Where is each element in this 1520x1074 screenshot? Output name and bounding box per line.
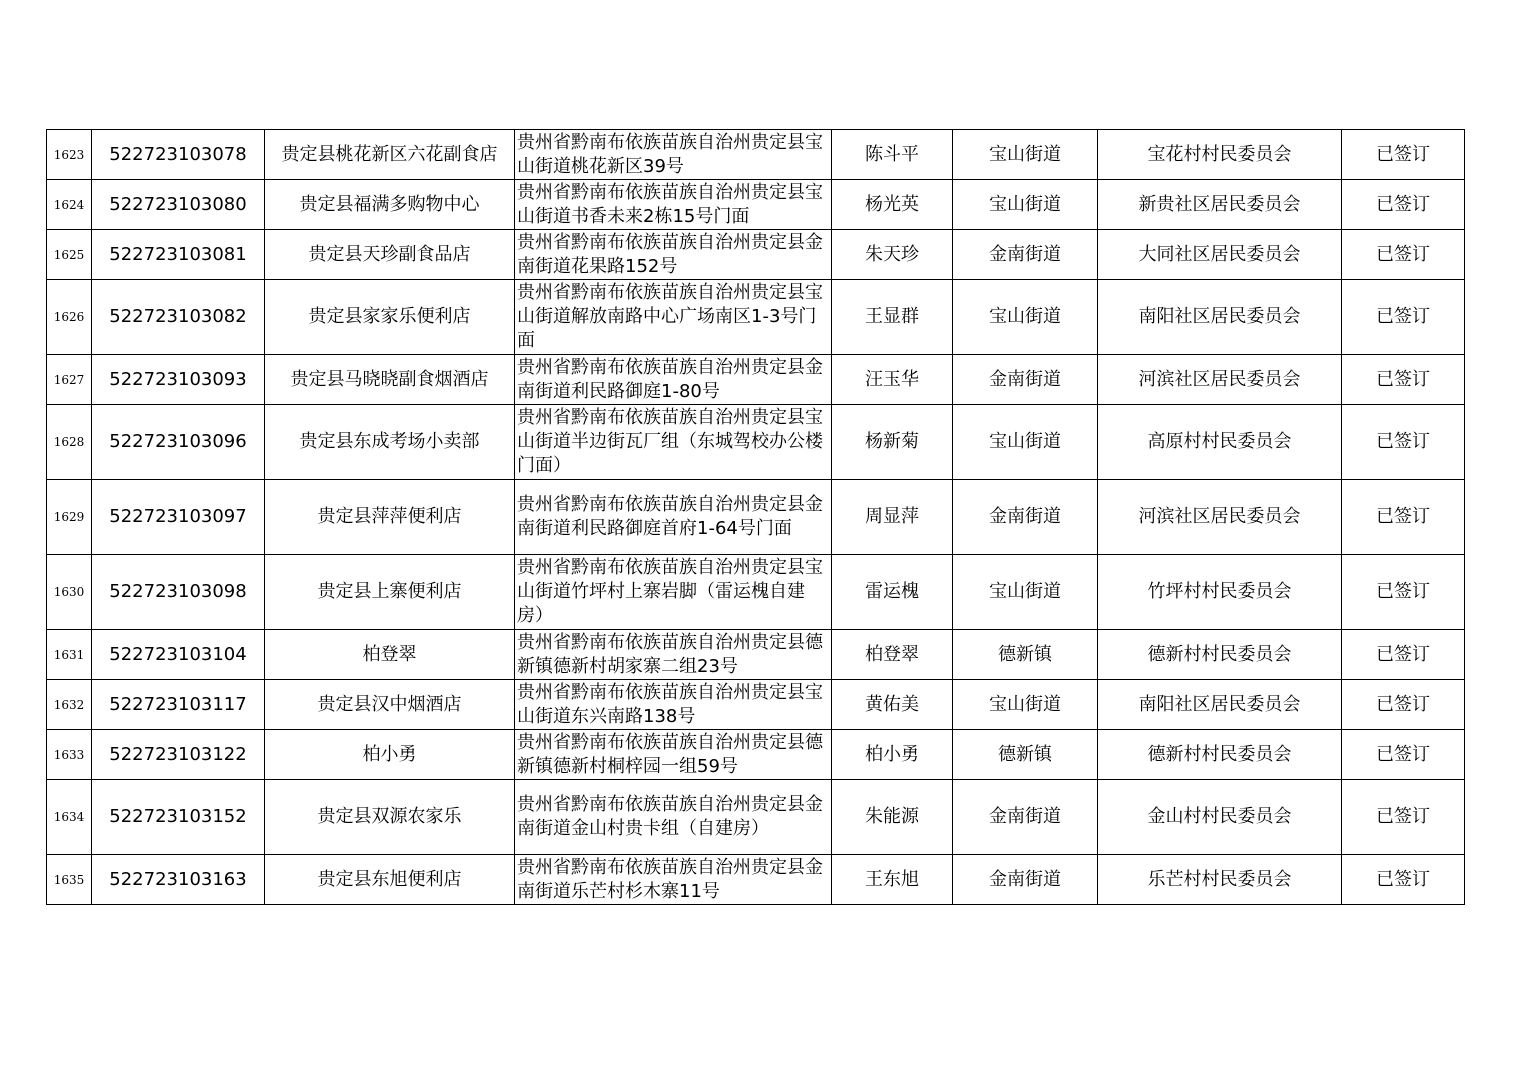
committee-cell: 宝花村村民委员会 xyxy=(1098,130,1342,180)
committee-cell: 南阳社区居民委员会 xyxy=(1098,680,1342,730)
table-row xyxy=(47,180,1465,230)
street-cell: 宝山街道 xyxy=(953,130,1098,180)
status-cell: 已签订 xyxy=(1342,180,1465,230)
street-cell: 金南街道 xyxy=(953,355,1098,405)
store-name-cell: 贵定县萍萍便利店 xyxy=(265,480,515,555)
address-cell: 贵州省黔南布依族苗族自治州贵定县金南街道利民路御庭1-80号 xyxy=(515,355,832,405)
store-name-cell: 贵定县福满多购物中心 xyxy=(265,180,515,230)
seq-cell: 1628 xyxy=(47,405,92,480)
status-cell: 已签订 xyxy=(1342,630,1465,680)
committee-cell: 大同社区居民委员会 xyxy=(1098,230,1342,280)
person-cell: 杨新菊 xyxy=(832,405,953,480)
street-cell: 宝山街道 xyxy=(953,555,1098,630)
person-cell: 陈斗平 xyxy=(832,130,953,180)
status-cell: 已签订 xyxy=(1342,230,1465,280)
address-cell: 贵州省黔南布依族苗族自治州贵定县金南街道乐芒村杉木寨11号 xyxy=(515,855,832,905)
table-row xyxy=(47,730,1465,780)
seq-cell: 1633 xyxy=(47,730,92,780)
store-name-cell: 柏小勇 xyxy=(265,730,515,780)
street-cell: 宝山街道 xyxy=(953,280,1098,355)
street-cell: 宝山街道 xyxy=(953,405,1098,480)
street-cell: 德新镇 xyxy=(953,730,1098,780)
person-cell: 柏小勇 xyxy=(832,730,953,780)
code-cell: 522723103082 xyxy=(92,280,265,355)
table-row xyxy=(47,780,1465,855)
table-row xyxy=(47,230,1465,280)
street-cell: 金南街道 xyxy=(953,855,1098,905)
person-cell: 王显群 xyxy=(832,280,953,355)
address-cell: 贵州省黔南布依族苗族自治州贵定县金南街道利民路御庭首府1-64号门面 xyxy=(515,480,832,555)
street-cell: 德新镇 xyxy=(953,630,1098,680)
seq-cell: 1635 xyxy=(47,855,92,905)
person-cell: 王东旭 xyxy=(832,855,953,905)
committee-cell: 高原村村民委员会 xyxy=(1098,405,1342,480)
seq-cell: 1625 xyxy=(47,230,92,280)
seq-cell: 1626 xyxy=(47,280,92,355)
seq-cell: 1629 xyxy=(47,480,92,555)
table-row xyxy=(47,355,1465,405)
code-cell: 522723103098 xyxy=(92,555,265,630)
person-cell: 周显萍 xyxy=(832,480,953,555)
status-cell: 已签订 xyxy=(1342,130,1465,180)
seq-cell: 1634 xyxy=(47,780,92,855)
store-name-cell: 贵定县桃花新区六花副食店 xyxy=(265,130,515,180)
person-cell: 朱天珍 xyxy=(832,230,953,280)
code-cell: 522723103104 xyxy=(92,630,265,680)
table-row xyxy=(47,680,1465,730)
code-cell: 522723103081 xyxy=(92,230,265,280)
address-cell: 贵州省黔南布依族苗族自治州贵定县德新镇德新村桐梓园一组59号 xyxy=(515,730,832,780)
table-row xyxy=(47,405,1465,480)
table-body xyxy=(47,130,1465,905)
address-cell: 贵州省黔南布依族苗族自治州贵定县金南街道花果路152号 xyxy=(515,230,832,280)
person-cell: 柏登翠 xyxy=(832,630,953,680)
store-name-cell: 贵定县汉中烟酒店 xyxy=(265,680,515,730)
code-cell: 522723103097 xyxy=(92,480,265,555)
address-cell: 贵州省黔南布依族苗族自治州贵定县宝山街道桃花新区39号 xyxy=(515,130,832,180)
records-table xyxy=(46,129,1465,905)
store-name-cell: 柏登翠 xyxy=(265,630,515,680)
committee-cell: 河滨社区居民委员会 xyxy=(1098,355,1342,405)
street-cell: 宝山街道 xyxy=(953,680,1098,730)
code-cell: 522723103078 xyxy=(92,130,265,180)
person-cell: 杨光英 xyxy=(832,180,953,230)
code-cell: 522723103163 xyxy=(92,855,265,905)
seq-cell: 1631 xyxy=(47,630,92,680)
code-cell: 522723103152 xyxy=(92,780,265,855)
seq-cell: 1627 xyxy=(47,355,92,405)
committee-cell: 德新村村民委员会 xyxy=(1098,730,1342,780)
table-row xyxy=(47,555,1465,630)
committee-cell: 新贵社区居民委员会 xyxy=(1098,180,1342,230)
status-cell: 已签订 xyxy=(1342,680,1465,730)
address-cell: 贵州省黔南布依族苗族自治州贵定县宝山街道书香未来2栋15号门面 xyxy=(515,180,832,230)
seq-cell: 1630 xyxy=(47,555,92,630)
store-name-cell: 贵定县双源农家乐 xyxy=(265,780,515,855)
table-row xyxy=(47,130,1465,180)
address-cell: 贵州省黔南布依族苗族自治州贵定县宝山街道东兴南路138号 xyxy=(515,680,832,730)
store-name-cell: 贵定县家家乐便利店 xyxy=(265,280,515,355)
address-cell: 贵州省黔南布依族苗族自治州贵定县宝山街道竹坪村上寨岩脚（雷运槐自建房） xyxy=(515,555,832,630)
address-cell: 贵州省黔南布依族苗族自治州贵定县宝山街道半边街瓦厂组（东城驾校办公楼门面） xyxy=(515,405,832,480)
seq-cell: 1632 xyxy=(47,680,92,730)
person-cell: 朱能源 xyxy=(832,780,953,855)
code-cell: 522723103080 xyxy=(92,180,265,230)
status-cell: 已签订 xyxy=(1342,355,1465,405)
street-cell: 金南街道 xyxy=(953,780,1098,855)
committee-cell: 南阳社区居民委员会 xyxy=(1098,280,1342,355)
code-cell: 522723103096 xyxy=(92,405,265,480)
person-cell: 黄佑美 xyxy=(832,680,953,730)
code-cell: 522723103117 xyxy=(92,680,265,730)
person-cell: 汪玉华 xyxy=(832,355,953,405)
address-cell: 贵州省黔南布依族苗族自治州贵定县金南街道金山村贵卡组（自建房） xyxy=(515,780,832,855)
street-cell: 宝山街道 xyxy=(953,180,1098,230)
store-name-cell: 贵定县东旭便利店 xyxy=(265,855,515,905)
person-cell: 雷运槐 xyxy=(832,555,953,630)
street-cell: 金南街道 xyxy=(953,480,1098,555)
code-cell: 522723103122 xyxy=(92,730,265,780)
status-cell: 已签订 xyxy=(1342,730,1465,780)
status-cell: 已签订 xyxy=(1342,405,1465,480)
code-cell: 522723103093 xyxy=(92,355,265,405)
table-row xyxy=(47,480,1465,555)
committee-cell: 金山村村民委员会 xyxy=(1098,780,1342,855)
status-cell: 已签订 xyxy=(1342,855,1465,905)
committee-cell: 乐芒村村民委员会 xyxy=(1098,855,1342,905)
committee-cell: 河滨社区居民委员会 xyxy=(1098,480,1342,555)
table-row xyxy=(47,630,1465,680)
status-cell: 已签订 xyxy=(1342,555,1465,630)
seq-cell: 1624 xyxy=(47,180,92,230)
store-name-cell: 贵定县上寨便利店 xyxy=(265,555,515,630)
table-row xyxy=(47,280,1465,355)
address-cell: 贵州省黔南布依族苗族自治州贵定县宝山街道解放南路中心广场南区1-3号门面 xyxy=(515,280,832,355)
committee-cell: 竹坪村村民委员会 xyxy=(1098,555,1342,630)
seq-cell: 1623 xyxy=(47,130,92,180)
status-cell: 已签订 xyxy=(1342,480,1465,555)
status-cell: 已签订 xyxy=(1342,280,1465,355)
address-cell: 贵州省黔南布依族苗族自治州贵定县德新镇德新村胡家寨二组23号 xyxy=(515,630,832,680)
committee-cell: 德新村村民委员会 xyxy=(1098,630,1342,680)
store-name-cell: 贵定县马晓晓副食烟酒店 xyxy=(265,355,515,405)
store-name-cell: 贵定县东成考场小卖部 xyxy=(265,405,515,480)
table-row xyxy=(47,855,1465,905)
street-cell: 金南街道 xyxy=(953,230,1098,280)
store-name-cell: 贵定县天珍副食品店 xyxy=(265,230,515,280)
status-cell: 已签订 xyxy=(1342,780,1465,855)
